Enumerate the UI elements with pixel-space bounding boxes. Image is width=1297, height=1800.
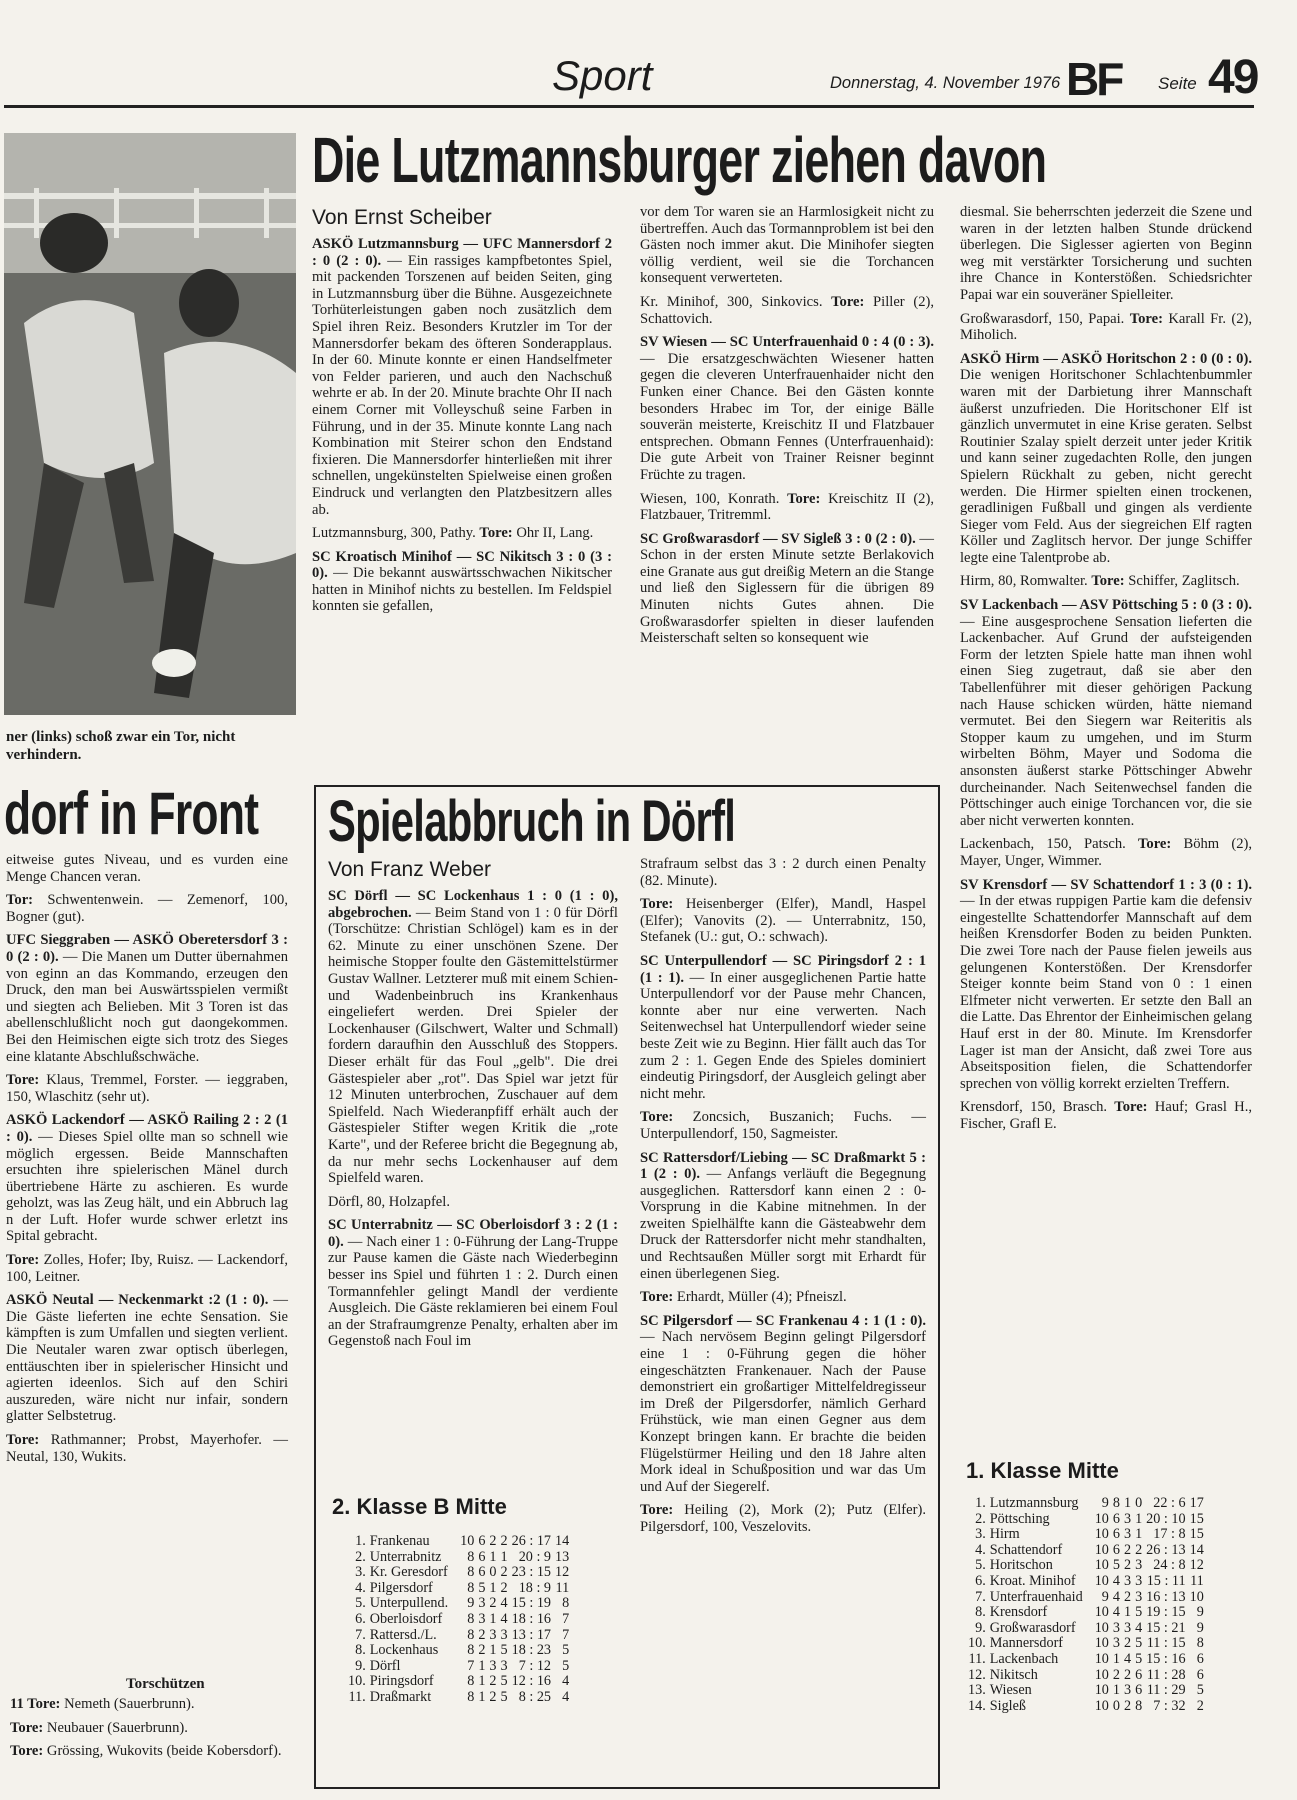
table-row xyxy=(346,1565,571,1581)
table-cell: 9 xyxy=(1196,1604,1204,1621)
table-row xyxy=(966,1683,1206,1699)
table-cell: 3 xyxy=(489,1657,497,1674)
table-cell: 23 : 15 xyxy=(511,1564,552,1581)
article1-column1 xyxy=(312,236,612,622)
table-row xyxy=(966,1543,1206,1559)
table-cell: 15 xyxy=(1189,1510,1204,1527)
table-cell: 1. xyxy=(975,1495,986,1511)
table-cell: 10. xyxy=(348,1673,366,1690)
table-cell: 5 xyxy=(1135,1604,1143,1621)
table-cell: 1 xyxy=(1112,1682,1120,1699)
table-row xyxy=(966,1512,1206,1528)
team-name: Pöttsching xyxy=(989,1510,1050,1527)
table-cell: 11 : 15 xyxy=(1146,1635,1186,1652)
table-cell: 5 xyxy=(500,1688,508,1705)
table-cell: 20 : 10 xyxy=(1146,1510,1186,1527)
table-cell: 4. xyxy=(975,1541,986,1558)
table-cell: 10 xyxy=(1094,1697,1109,1714)
table-cell: 5 xyxy=(1135,1635,1143,1652)
table-cell: 4 xyxy=(1135,1619,1143,1636)
table-cell: 11 : 28 xyxy=(1146,1666,1186,1683)
table-cell: 2 xyxy=(1135,1541,1143,1558)
team-name: Dörfl xyxy=(369,1657,401,1674)
table-cell: 12. xyxy=(968,1666,986,1683)
table-cell: 10 xyxy=(1189,1588,1204,1605)
newspaper-logo: BF xyxy=(1066,53,1122,105)
section-title: Sport xyxy=(552,52,653,99)
table-row xyxy=(966,1668,1206,1684)
table-cell: 3. xyxy=(975,1526,986,1543)
table-cell: 9 xyxy=(1101,1588,1109,1605)
table-cell: 1 xyxy=(1135,1526,1143,1543)
table-cell: 3 xyxy=(500,1657,508,1674)
article1-column2 xyxy=(640,204,934,654)
table-cell: 5. xyxy=(355,1595,366,1612)
paragraph: Tore: Heiling (2), Mork (2); Putz (Elfer). Pilgersdorf, 100, Veszelovits. xyxy=(640,1502,926,1535)
table-cell: 4 xyxy=(1112,1572,1120,1589)
team-name: Kroat. Minihof xyxy=(989,1572,1076,1589)
photo-caption: ner (links) schoß zwar ein Tor, nicht verhindern. xyxy=(6,729,236,763)
table-cell: 3 xyxy=(1135,1572,1143,1589)
paragraph: Tore: Klaus, Tremmel, Forster. — ieggraben, 150, Wlaschitz (sehr ut). xyxy=(6,1072,288,1105)
article2-column1 xyxy=(328,888,618,1357)
paragraph: ASKÖ Lutzmannsburg — UFC Mannersdorf 2 : 0 (2 : 0). — Ein rassiges kampfbetontes Spiel, mit packenden Torszenen auf beiden Seiten, ging in Lutzmannsburg über die Bühne. Ausgezeichnete Torhüterleistungen gaben noch zusätzlich dem Spiel ihren Reiz. Besonders Krutzler im Tor der Mannersdorfer bekam des öfteren Sonderapplaus. In der 60. Minute konnte er einen Handselfmeter von Felder parieren, und auch den Nachschuß wehrte er ab. In der 20. Minute brachte Ohr II nach einem Corner mit Volleyschuß seine Farben in Führung, und in der 35. Minute konnte Lang nach Kombination mit Steirer schon den Endstand fixieren. Die Mannersdorfer hinterließen mit ihrer schnellen, ungekünstelten Spielweise einen großen Eindruck und verlangten den Platzbesitzern alles ab. xyxy=(312,236,612,518)
table-row xyxy=(966,1496,1206,1512)
table-cell: 3 xyxy=(1112,1619,1120,1636)
article1-column3 xyxy=(960,204,1252,1139)
table-cell: 3 xyxy=(1123,1510,1132,1527)
table-row xyxy=(966,1636,1206,1652)
table-row xyxy=(966,1558,1206,1574)
paragraph: Großwarasdorf, 150, Papai. Tore: Karall Fr. (2), Miholich. xyxy=(960,310,1252,344)
table-row xyxy=(346,1643,571,1659)
paragraph: Krensdorf, 150, Brasch. Tore: Hauf; Grasl H., Fischer, Grafl E. xyxy=(960,1099,1252,1132)
table-cell: 8. xyxy=(355,1642,366,1659)
paragraph: eitweise gutes Niveau, und es vurden eine Menge Chancen veran. xyxy=(6,852,288,885)
table-cell: 7 xyxy=(467,1657,475,1674)
header-rule xyxy=(4,105,1254,108)
table-cell: 9 xyxy=(1101,1495,1109,1511)
table-row xyxy=(346,1612,571,1628)
table-cell: 8 xyxy=(467,1688,475,1705)
table-cell: 15 : 21 xyxy=(1146,1619,1186,1636)
table-cell: 24 : 8 xyxy=(1153,1557,1186,1574)
team-name: Schattendorf xyxy=(989,1541,1063,1558)
table-cell: 6 xyxy=(1135,1666,1143,1683)
byline-scheiber: Von Ernst Scheiber xyxy=(312,206,492,229)
table-row xyxy=(346,1659,571,1675)
table-cell: 1 xyxy=(478,1657,486,1674)
table-cell: 5 xyxy=(500,1642,508,1659)
table-cell: 1 xyxy=(489,1642,497,1659)
paragraph: Tore: Rathmanner; Probst, Mayerhofer. — Neutal, 130, Wukits. xyxy=(6,1432,288,1465)
paragraph: Tore: Erhardt, Müller (4); Pfneiszl. xyxy=(640,1289,847,1306)
table-cell: 4 xyxy=(500,1595,508,1612)
table-cell: 8 xyxy=(467,1548,475,1565)
table-cell: 6 xyxy=(1112,1541,1120,1558)
table-cell: 2 xyxy=(478,1642,486,1659)
table-cell: 1 xyxy=(1123,1495,1132,1511)
table-cell: 2 xyxy=(1123,1588,1132,1605)
table-cell: 2 xyxy=(1112,1666,1120,1683)
table-cell: 2 xyxy=(489,1533,497,1549)
table-cell: 7. xyxy=(355,1626,366,1643)
table-cell: 2 xyxy=(1123,1697,1132,1714)
table-cell: 8 xyxy=(467,1610,475,1627)
table-cell: 10 xyxy=(1094,1650,1109,1667)
table-cell: 8 xyxy=(467,1642,475,1659)
paragraph: SC Kroatisch Minihof — SC Nikitsch 3 : 0 (3 : 0). — Die bekannt auswärtsschwachen Nikitscher hatten in Minihof nichts zu bestellen. Im Feldspiel konnten sie gefallen, xyxy=(312,548,612,615)
page-number: 49 xyxy=(1208,51,1258,104)
paragraph: SC Unterpullendorf — SC Piringsdorf 2 : 1 (1 : 1). — In einer ausgeglichenen Partie hatte Unterpullendorf vor der Pause mehr Chancen, konnte aber nur eine verwerten. Nach Seitenwechsel hat Unterpullendorf wieder seine beste Zeit wie zu Beginn. Hier fällt auch das Tor zum 2 : 1. Gegen Ende des Spieles dominiert eindeutig Piringsdorf, der Ausgleich gelingt aber nicht mehr. xyxy=(640,952,926,1102)
paragraph: SC Unterrabnitz — SC Oberloisdorf 3 : 2 (1 : 0). — Nach einer 1 : 0-Führung der Lang-Truppe zur Pause kamen die Gäste nach Wiederbeginn besser ins Spiel und führten 1 : 2. Durch einen Tormannfehler gelingt Mandl der verdiente Ausgleich. Die Gäste reklamieren bei einem Foul an der Strafraumgrenze Penalty, erhalten aber im Gegenstoß nach Foul im xyxy=(328,1217,618,1350)
table-cell: 18 : 9 xyxy=(518,1579,552,1596)
table-cell: 7 xyxy=(562,1610,570,1627)
paragraph: Tore: Grössing, Wukovits (beide Kobersdorf). xyxy=(10,1743,282,1760)
paragraph: Tore: Neubauer (Sauerbrunn). xyxy=(10,1719,188,1736)
paragraph: diesmal. Sie beherrschten jederzeit die Szene und waren in der letzten halben Stunde drückend überlegen. Die Siglesser agierten von Beginn weg mit verstärkter Torsicherung und suchten ihre Chance in Konterstößen. Schiedsrichter Papai war ein souveräner Spielleiter. xyxy=(960,204,1252,303)
table-cell: 5 xyxy=(1112,1557,1120,1574)
paragraph: Wiesen, 100, Konrath. Tore: Kreischitz II (2), Flatzbauer, Tritremml. xyxy=(640,490,934,524)
table-cell: 8 xyxy=(467,1673,475,1690)
table-row xyxy=(966,1621,1206,1637)
table-cell: 1 xyxy=(1135,1510,1143,1527)
table-cell: 1. xyxy=(355,1533,366,1549)
table-row xyxy=(966,1527,1206,1543)
table-cell: 10 xyxy=(1094,1682,1109,1699)
table-cell: 15 : 16 xyxy=(1146,1650,1186,1667)
table-cell: 18 : 23 xyxy=(511,1642,552,1659)
paragraph: ASKÖ Hirm — ASKÖ Horitschon 2 : 0 (0 : 0). Die wenigen Horitschoner Schlachtenbummler waren mit der Darbietung ihrer Mannschaft äußerst unzufrieden. Die Horitschoner Elf ist gänzlich unvermutet in eine Krise geraten. Selbst Routinier Szalay spielt derzeit unter jeder Kritik und kann seiner zugedachten Rolle, den jungen Spielern Rückhalt zu geben, nicht gerecht werden. Die Hirmer spielten einen trockenen, geradlinigen Fußball und gingen als verdiente Sieger vom Feld. Aus der siegreichen Elf ragten Köller und Zaglitsch hervor. Der junge Schiffer legte eine Talentprobe ab. xyxy=(960,350,1252,566)
table-row xyxy=(346,1690,571,1706)
table-cell: 3 xyxy=(1123,1572,1132,1589)
table-cell: 1 xyxy=(1112,1650,1120,1667)
issue-date: Donnerstag, 4. November 1976 xyxy=(830,74,1061,92)
paragraph: Lutzmannsburg, 300, Pathy. Tore: Ohr II, Lang. xyxy=(312,525,594,542)
table-cell: 10 xyxy=(1094,1604,1109,1621)
table-cell: 10. xyxy=(968,1635,986,1652)
table-cell: 3 xyxy=(1135,1557,1143,1574)
table-cell: 15 : 19 xyxy=(511,1595,552,1612)
table-cell: 3 xyxy=(1135,1588,1143,1605)
table-cell: 2 xyxy=(500,1533,508,1549)
table-cell: 3 xyxy=(1123,1619,1132,1636)
team-name: Lutzmannsburg xyxy=(989,1495,1079,1511)
table-cell: 13. xyxy=(968,1682,986,1699)
table-cell: 1 xyxy=(500,1548,508,1565)
table-row xyxy=(346,1628,571,1644)
table-cell: 5 xyxy=(1135,1650,1143,1667)
table-cell: 7 xyxy=(562,1626,570,1643)
table-cell: 18 : 16 xyxy=(511,1610,552,1627)
table-a-standings xyxy=(966,1496,1206,1714)
paragraph: UFC Sieggraben — ASKÖ Oberetersdorf 3 : 0 (2 : 0). — Die Manen um Dutter übernahmen von eginn an das Kommando, erzeugen den Druck, den man bei Auswärtsspielen vermißt und siegten ach Belieben. Mit 3 Toren ist das abellenschlußlicht noch gut daongekommen. Bei den Heimischen eigte sich trotz des Sieges eine klatante Abschlußschwäche. xyxy=(6,932,288,1065)
table-cell: 5 xyxy=(500,1673,508,1690)
team-name: Frankenau xyxy=(369,1533,430,1549)
table-a-title: 1. Klasse Mitte xyxy=(966,1458,1119,1483)
table-cell: 3 xyxy=(489,1626,497,1643)
table-cell: 9. xyxy=(355,1657,366,1674)
table-cell: 5. xyxy=(975,1557,986,1574)
table-cell: 6 xyxy=(1112,1526,1120,1543)
table-b-standings xyxy=(346,1534,571,1706)
table-cell: 2 xyxy=(500,1564,508,1581)
table-cell: 5 xyxy=(562,1642,570,1659)
page-label: Seite xyxy=(1158,74,1197,93)
table-cell: 4 xyxy=(1123,1650,1132,1667)
table-cell: 3 xyxy=(1112,1635,1120,1652)
table-cell: 2 xyxy=(478,1626,486,1643)
table-cell: 12 : 16 xyxy=(511,1673,552,1690)
article2-column2 xyxy=(640,856,926,1543)
table-cell: 8 xyxy=(467,1579,475,1596)
table-cell: 17 : 8 xyxy=(1153,1526,1186,1543)
table-cell: 22 : 6 xyxy=(1153,1495,1186,1511)
table-cell: 6. xyxy=(975,1572,986,1589)
table-cell: 4 xyxy=(1112,1588,1120,1605)
paragraph: SV Lackenbach — ASV Pöttsching 5 : 0 (3 : 0). — Eine ausgesprochene Sensation lieferten die Lackenbacher. Auf Grund der aufsteigenden Form der letzten Spiele hatte man ihnen wohl einen Sieg zugetraut, daß sie aber den Tabellenführer mit dieser gehörigen Packung nach Hause schicken würden, hätte niemand vermutet. Bei den Siegern war Reiteritis als Stopper kaum zu umgehen, und im Sturm wirbelten Böhm, Mayer und Sodoma die ansonsten äußerst starke Pöttschinger Abwehr durcheinander. Nach Seitenwechsel fanden die Pöttschinger auch einige Torchancen vor, die sie aber nicht verwerten konnten. xyxy=(960,597,1252,829)
table-cell: 10 xyxy=(1094,1666,1109,1683)
table-cell: 1 xyxy=(1123,1604,1132,1621)
table-cell: 7 : 12 xyxy=(518,1657,552,1674)
table-cell: 6 xyxy=(1112,1510,1120,1527)
table-row xyxy=(346,1674,571,1690)
table-row xyxy=(346,1581,571,1597)
scorers-title: Torschützen xyxy=(126,1676,205,1692)
table-cell: 9 xyxy=(1196,1619,1204,1636)
table-row xyxy=(966,1652,1206,1668)
table-row xyxy=(346,1596,571,1612)
table-cell: 1 xyxy=(489,1610,497,1627)
table-cell: 16 : 13 xyxy=(1146,1588,1186,1605)
table-cell: 8 : 25 xyxy=(518,1688,552,1705)
table-cell: 3 xyxy=(500,1626,508,1643)
table-cell: 10 xyxy=(1094,1557,1109,1574)
table-cell: 6 xyxy=(478,1548,486,1565)
table-row xyxy=(966,1605,1206,1621)
paragraph: Hirm, 80, Romwalter. Tore: Schiffer, Zaglitsch. xyxy=(960,573,1240,590)
table-cell: 2 xyxy=(1123,1557,1132,1574)
table-row xyxy=(966,1574,1206,1590)
table-cell: 8 xyxy=(562,1595,570,1612)
table-cell: 3 xyxy=(478,1595,486,1612)
byline-weber: Von Franz Weber xyxy=(328,858,492,881)
team-name: Kr. Geresdorf xyxy=(369,1564,448,1581)
table-cell: 8 xyxy=(1112,1495,1120,1511)
paragraph: SV Wiesen — SC Unterfrauenhaid 0 : 4 (0 : 3). — Die ersatzgeschwächten Wiesener hatten gegen die cleveren Unterfrauenhaider nicht den Funken einer Chance. Bei den Gästen konnte besonders Hrabec im Tor, der einige Bälle souverän meisterte, Kreischitz II und Flatzbauer entsprechen. Obmann Fennes (Unterfrauenhaid): Die gute Arbeit von Trainer Reisner beginnt Früchte zu tragen. xyxy=(640,334,934,483)
team-name: Pilgersdorf xyxy=(369,1579,433,1596)
table-cell: 17 xyxy=(1189,1495,1204,1511)
table-cell: 6 xyxy=(1196,1650,1204,1667)
table-cell: 10 xyxy=(1094,1619,1109,1636)
table-cell: 9 xyxy=(467,1595,475,1612)
headline-spielabbruch: Spielabbruch in Dörfl xyxy=(328,789,736,854)
team-name: Draßmarkt xyxy=(369,1688,432,1705)
team-name: Hirm xyxy=(989,1526,1020,1543)
paragraph: Tore: Zolles, Hofer; Iby, Ruisz. — Lackendorf, 100, Leitner. xyxy=(6,1252,288,1285)
team-name: Rattersd./L. xyxy=(369,1626,437,1643)
table-cell: 10 xyxy=(1094,1635,1109,1652)
table-cell: 19 : 15 xyxy=(1146,1604,1186,1621)
table-cell: 2. xyxy=(975,1510,986,1527)
team-name: Oberloisdorf xyxy=(369,1610,443,1627)
paragraph: Lackenbach, 150, Patsch. Tore: Böhm (2), Mayer, Unger, Wimmer. xyxy=(960,836,1252,869)
table-cell: 10 xyxy=(1094,1526,1109,1543)
paragraph: ASKÖ Lackendorf — ASKÖ Railing 2 : 2 (1 : 0). — Dieses Spiel ollte man so schnell wie möglich ergessen. Beide Mannschaften ersuchten ihre spielerischen Mänel durch übertriebene Härte zu aschieren. Es wurde geholzt, was las Zeug hält, und ein Abbruch lag n der Luft. Hofer wurde schwer erletzt ins Spital gebracht. xyxy=(6,1112,288,1245)
table-cell: 4. xyxy=(355,1579,366,1596)
table-cell: 4 xyxy=(562,1688,570,1705)
table-cell: 4 xyxy=(562,1673,570,1690)
table-cell: 7. xyxy=(975,1588,986,1605)
table-cell: 26 : 13 xyxy=(1146,1541,1186,1558)
table-row xyxy=(966,1590,1206,1606)
table-cell: 8 xyxy=(467,1626,475,1643)
paragraph: vor dem Tor waren sie an Harmlosigkeit nicht zu übertreffen. Auch das Tormannproblem ist bei den Gästen noch immer akut. Die Minihofer siegten völlig verdient, weil sie die Torchancen konsequent verwerteten. xyxy=(640,204,934,287)
table-cell: 6. xyxy=(355,1610,366,1627)
paragraph: Tore: Heisenberger (Elfer), Mandl, Haspel (Elfer); Vanovits (2). — Unterrabnitz, 150, Stefanek (U.: gut, O.: schwach). xyxy=(640,896,926,946)
table-cell: 3. xyxy=(355,1564,366,1581)
paragraph: Tore: Zoncsich, Buszanich; Fuchs. — Unterpullendorf, 150, Sagmeister. xyxy=(640,1109,926,1142)
table-cell: 12 xyxy=(1189,1557,1204,1574)
table-cell: 26 : 17 xyxy=(511,1533,552,1549)
table-cell: 3 xyxy=(1123,1526,1132,1543)
table-cell: 1 xyxy=(478,1673,486,1690)
table-cell: 2 xyxy=(1196,1697,1204,1714)
table-cell: 6 xyxy=(1196,1666,1204,1683)
table-cell: 11 xyxy=(1190,1572,1204,1589)
table-cell: 3 xyxy=(478,1610,486,1627)
match-photo xyxy=(4,133,296,715)
team-name: Wiesen xyxy=(989,1682,1032,1699)
team-name: Piringsdorf xyxy=(369,1673,434,1690)
table-cell: 4 xyxy=(500,1610,508,1627)
paragraph: SC Großwarasdorf — SV Sigleß 3 : 0 (2 : 0). — Schon in der ersten Minute setzte Berlakovich eine Granate aus gut dreißig Metern an die Stange und ließ den Siglessern für die übrigen 89 Minuten nichts Gutes ahnen. Die Großwarasdorfer spielten in dieser laufenden Meisterschaft selten so konsequent wie xyxy=(640,530,934,647)
paragraph: Kr. Minihof, 300, Sinkovics. Tore: Piller (2), Schattovich. xyxy=(640,293,934,327)
headline-lutzmannsburg: Die Lutzmannsburger ziehen davon xyxy=(312,124,1047,196)
paragraph: ASKÖ Neutal — Neckenmarkt :2 (1 : 0). — Die Gäste lieferten ine echte Sensation. Sie kämpften is zum Umfallen und siegten verlient. Die Neutaler waren zwar optisch überlegen, enttäuschten iber in spielerischer Hinsicht und agierten ideenlos. Sich auf den Schiri auszureden, wäre nicht nur infair, sondern glatter Selbstetrug. xyxy=(6,1292,288,1425)
paragraph: SV Krensdorf — SV Schattendorf 1 : 3 (0 : 1). — In der etwas ruppigen Partie kam die defensiv eingestellte Schattendorfer Mannschaft auf dem heißen Krensdorfer Boden zu beiden Punkten. Die zwei Tore nach der Pause fielen jeweils aus gelungenen Konterstößen. Der Krensdorfer Steiger konnte beim Stand von 0 : 1 einen Elfmeter nicht verwerten. Er setzte den Ball an die Latte. Das Ehrentor der Einheimischen gelang Hauf erst in der 80. Minute. Im Krensdorfer Lager ist man der Ansicht, daß zwei Tore aus Abseitsposition fielen, die Schattendorfer sprechen von völlig korrekt erzielten Treffern. xyxy=(960,876,1252,1092)
table-b-title: 2. Klasse B Mitte xyxy=(332,1494,507,1519)
team-name: Nikitsch xyxy=(989,1666,1038,1683)
table-cell: 1 xyxy=(489,1579,497,1596)
table-cell: 8 xyxy=(467,1564,475,1581)
table-cell: 11 : 29 xyxy=(1146,1682,1186,1699)
table-cell: 0 xyxy=(1135,1495,1143,1511)
table-cell: 2 xyxy=(489,1595,497,1612)
table-cell: 8 xyxy=(1196,1635,1204,1652)
team-name: Horitschon xyxy=(989,1557,1053,1574)
paragraph: Dörfl, 80, Holzapfel. xyxy=(328,1193,450,1210)
table-cell: 0 xyxy=(1112,1697,1120,1714)
table-row xyxy=(966,1699,1206,1715)
table-cell: 10 xyxy=(1094,1510,1109,1527)
table-cell: 1 xyxy=(489,1548,497,1565)
paragraph: SC Pilgersdorf — SC Frankenau 4 : 1 (1 : 0). — Nach nervösem Beginn gelingt Pilgersdorf eine 1 : 0-Führung gegen die höher eingeschätzten Frankenauer. Nach der Pause demonstriert ein großartiger Mittelfeldregisseur im Dreß der Pilgersdorfer, nämlich Gerhard Frühstück, wie man einen Gegner aus dem Konzept bringen kann. Er brachte die beiden Flügelstürmer Heiling und den 18 Jahre alten Mork ideal in Schußposition und war das Um und Auf der Siegerelf. xyxy=(640,1312,926,1495)
headline-dorf-in-front: dorf in Front xyxy=(4,780,259,847)
table-cell: 14 xyxy=(555,1533,570,1549)
team-name: Mannersdorf xyxy=(989,1635,1064,1652)
table-cell: 11. xyxy=(348,1688,366,1705)
table-cell: 13 : 17 xyxy=(511,1626,552,1643)
football-players-image xyxy=(4,133,296,715)
table-cell: 5 xyxy=(478,1579,486,1596)
table-cell: 11. xyxy=(968,1650,986,1667)
table-cell: 2 xyxy=(1123,1541,1132,1558)
table-cell: 1 xyxy=(478,1688,486,1705)
table-cell: 2. xyxy=(355,1548,366,1565)
table-cell: 14. xyxy=(968,1697,986,1714)
paragraph: SC Rattersdorf/Liebing — SC Draßmarkt 5 : 1 (2 : 0). — Anfangs verläuft die Begegnung ausgeglichen. Rattersdorf kann einen 2 : 0-Vorsprung in die Kabine mitnehmen. In der zweiten Spielhälfte kann die Gästeabwehr dem Druck der Rattersdorfer nicht mehr standhalten, und Rechtsaußen Müller sorgt mit Erhardt für einen überlegenen Sieg. xyxy=(640,1149,926,1282)
table-cell: 2 xyxy=(489,1688,497,1705)
masthead xyxy=(0,0,1297,118)
team-name: Unterfrauenhaid xyxy=(989,1588,1083,1605)
table-cell: 5 xyxy=(1196,1682,1204,1699)
table-cell: 3 xyxy=(1123,1682,1132,1699)
table-cell: 14 xyxy=(1189,1541,1204,1558)
table-cell: 2 xyxy=(500,1579,508,1596)
table-cell: 0 xyxy=(489,1564,497,1581)
table-cell: 2 xyxy=(1123,1666,1132,1683)
team-name: Sigleß xyxy=(989,1697,1026,1714)
paragraph: Tor: Schwentenwein. — Zemenorf, 100, Bogner (gut). xyxy=(6,892,288,925)
table-cell: 10 xyxy=(1094,1572,1109,1589)
table-cell: 6 xyxy=(478,1564,486,1581)
table-cell: 5 xyxy=(562,1657,570,1674)
table-row xyxy=(346,1550,571,1566)
table-row xyxy=(346,1534,571,1550)
table-cell: 8. xyxy=(975,1604,986,1621)
team-name: Unterrabnitz xyxy=(369,1548,442,1565)
paragraph: SC Dörfl — SC Lockenhaus 1 : 0 (1 : 0), abgebrochen. — Beim Stand von 1 : 0 für Dörfl (Torschütze: Christian Schlögel) kam es in der 62. Minute zu einer unschönen Szene. Der heimische Stopper foulte den Gästemittelstürmer Gustav Wallner. Letzterer muß mit einem Schien- und Wadenbeinbruch ins Krankenhaus eingeliefert werden. Drei Spieler der Lockenhauser (Gilschwert, Walter und Schmall) fordern daraufhin den Ausschluß des Stoppers. Dieser erhält für das Foul „gelb". Die drei Gästespieler aber „rot". Das Spiel war jetzt für 12 Minuten unterbrochen, Zuschauer auf dem Spielfeld. Nach Wiederanpfiff erhält auch der Gästespieler Stifter wegen Kritik die „rote Karte", und der Referee bricht die Begegnung ab, da nur mehr sechs Lockenhauser auf dem Spielfeld waren. xyxy=(328,888,618,1187)
team-name: Krensdorf xyxy=(989,1604,1048,1621)
paragraph: 11 Tore: Nemeth (Sauerbrunn). xyxy=(10,1696,195,1712)
table-cell: 13 xyxy=(555,1548,570,1565)
team-name: Lackenbach xyxy=(989,1650,1059,1667)
table-cell: 10 xyxy=(1094,1541,1109,1558)
table-cell: 8 xyxy=(1135,1697,1143,1714)
table-cell: 2 xyxy=(489,1673,497,1690)
scorers-list xyxy=(10,1696,290,1767)
team-name: Lockenhaus xyxy=(369,1642,439,1659)
table-cell: 6 xyxy=(478,1533,486,1549)
table-cell: 10 xyxy=(460,1533,475,1549)
table-cell: 12 xyxy=(555,1564,570,1581)
article-left-body xyxy=(6,852,288,1472)
team-name: Großwarasdorf xyxy=(989,1619,1076,1636)
table-cell: 4 xyxy=(1112,1604,1120,1621)
table-cell: 11 xyxy=(555,1579,570,1596)
table-cell: 6 xyxy=(1135,1682,1143,1699)
table-cell: 9. xyxy=(975,1619,986,1636)
table-cell: 15 : 11 xyxy=(1146,1572,1186,1589)
table-cell: 15 xyxy=(1189,1526,1204,1543)
paragraph: Strafraum selbst das 3 : 2 durch einen Penalty (82. Minute). xyxy=(640,856,926,889)
table-cell: 2 xyxy=(1123,1635,1132,1652)
team-name: Unterpullend. xyxy=(369,1595,449,1612)
table-cell: 20 : 9 xyxy=(518,1548,552,1565)
table-cell: 7 : 32 xyxy=(1153,1697,1186,1714)
